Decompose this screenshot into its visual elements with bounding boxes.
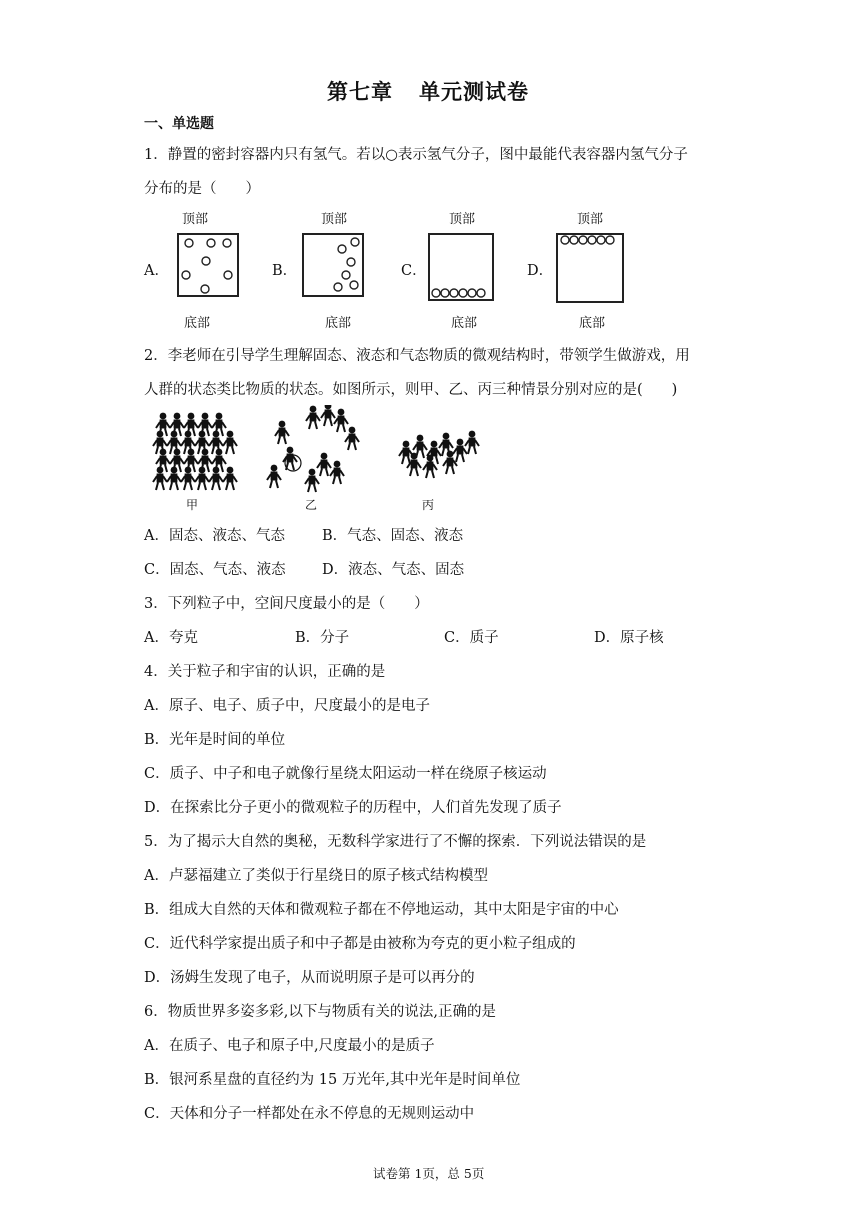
q1-option-c-label: C． bbox=[401, 263, 427, 279]
q6-option-a: A．在质子、电子和原子中,尺度最小的是质子 bbox=[144, 1038, 435, 1054]
q2-stem-line2: 人群的状态类比物质的状态。如图所示，则甲、乙、丙三种情景分别对应的是( ) bbox=[144, 382, 678, 398]
q2-option-d: D．液态、气态、固态 bbox=[322, 562, 465, 578]
top-label: 顶部 bbox=[449, 212, 476, 227]
q1-option-a-label: A． bbox=[144, 263, 169, 279]
bottom-label: 底部 bbox=[579, 316, 606, 331]
title-chapter: 第七章 bbox=[327, 80, 393, 104]
container-box-b bbox=[297, 230, 369, 310]
figure-label-bing: 丙 bbox=[422, 498, 435, 512]
q2-option-b: B．气态、固态、液态 bbox=[322, 528, 464, 544]
container-box-a bbox=[172, 230, 244, 310]
q3-option-a: A．夸克 bbox=[144, 630, 198, 646]
q3-option-d: D．原子核 bbox=[594, 630, 664, 646]
top-label: 顶部 bbox=[321, 212, 348, 227]
top-label: 顶部 bbox=[577, 212, 604, 227]
q6-option-c: C．天体和分子一样都处在永不停息的无规则运动中 bbox=[144, 1106, 475, 1122]
page-footer: 试卷第 1页，总 5页 bbox=[373, 1166, 485, 1181]
figure-yi-crowd bbox=[267, 405, 359, 492]
crowd-states-illustration bbox=[150, 405, 500, 513]
bottom-label: 底部 bbox=[325, 316, 352, 331]
q3-stem: 3．下列粒子中，空间尺度最小的是（ ） bbox=[144, 596, 429, 612]
figure-bing-crowd bbox=[399, 431, 479, 478]
q2-option-a: A．固态、液态、气态 bbox=[144, 528, 285, 544]
q5-option-d: D．汤姆生发现了电子，从而说明原子是可以再分的 bbox=[144, 970, 475, 986]
container-figure-a bbox=[172, 208, 244, 331]
figure-jia-crowd bbox=[153, 413, 237, 490]
q4-option-b: B．光年是时间的单位 bbox=[144, 732, 286, 748]
q3-option-c: C．质子 bbox=[444, 630, 499, 646]
q1-stem-line1: 1．静置的密封容器内只有氢气。若以○表示氢气分子，图中最能代表容器内氢气分子 bbox=[144, 147, 688, 163]
container-box-c bbox=[423, 230, 495, 310]
q1-option-b-label: B． bbox=[272, 263, 298, 279]
q5-option-b: B．组成大自然的天体和微观粒子都在不停地运动，其中太阳是宇宙的中心 bbox=[144, 902, 619, 918]
figure-label-yi: 乙 bbox=[305, 498, 318, 512]
q2-option-c: C．固态、气态、液态 bbox=[144, 562, 286, 578]
bottom-label: 底部 bbox=[451, 316, 478, 331]
q4-stem: 4．关于粒子和宇宙的认识，正确的是 bbox=[144, 664, 386, 680]
top-label: 顶部 bbox=[182, 212, 209, 227]
q5-stem: 5．为了揭示大自然的奥秘，无数科学家进行了不懈的探索．下列说法错误的是 bbox=[144, 834, 647, 850]
bottom-label: 底部 bbox=[184, 316, 211, 331]
q4-option-c: C．质子、中子和电子就像行星绕太阳运动一样在绕原子核运动 bbox=[144, 766, 547, 782]
q1-option-d-label: D． bbox=[527, 263, 554, 279]
q5-option-a: A．卢瑟福建立了类似于行星绕日的原子核式结构模型 bbox=[144, 868, 488, 884]
q1-stem-line2: 分布的是（ ） bbox=[144, 181, 260, 197]
q6-option-b: B．银河系星盘的直径约为 15 万光年,其中光年是时间单位 bbox=[144, 1072, 521, 1088]
q4-option-a: A．原子、电子、质子中，尺度最小的是电子 bbox=[144, 698, 430, 714]
container-figure-b bbox=[297, 208, 369, 331]
q3-option-b: B．分子 bbox=[295, 630, 350, 646]
section-heading: 一、单选题 bbox=[144, 116, 214, 132]
figure-label-jia: 甲 bbox=[186, 498, 199, 512]
q6-stem: 6．物质世界多姿多彩,以下与物质有关的说法,正确的是 bbox=[144, 1004, 496, 1020]
title-name: 单元测试卷 bbox=[419, 80, 529, 104]
q2-stem-line1: 2．李老师在引导学生理解固态、液态和气态物质的微观结构时，带领学生做游戏，用 bbox=[144, 348, 690, 364]
page-title bbox=[327, 76, 529, 106]
q4-option-d: D．在探索比分子更小的微观粒子的历程中，人们首先发现了质子 bbox=[144, 800, 562, 816]
container-figure-d bbox=[552, 208, 626, 331]
q5-option-c: C．近代科学家提出质子和中子都是由被称为夸克的更小粒子组成的 bbox=[144, 936, 576, 952]
container-figure-c bbox=[423, 208, 495, 331]
container-box-d bbox=[552, 230, 626, 310]
